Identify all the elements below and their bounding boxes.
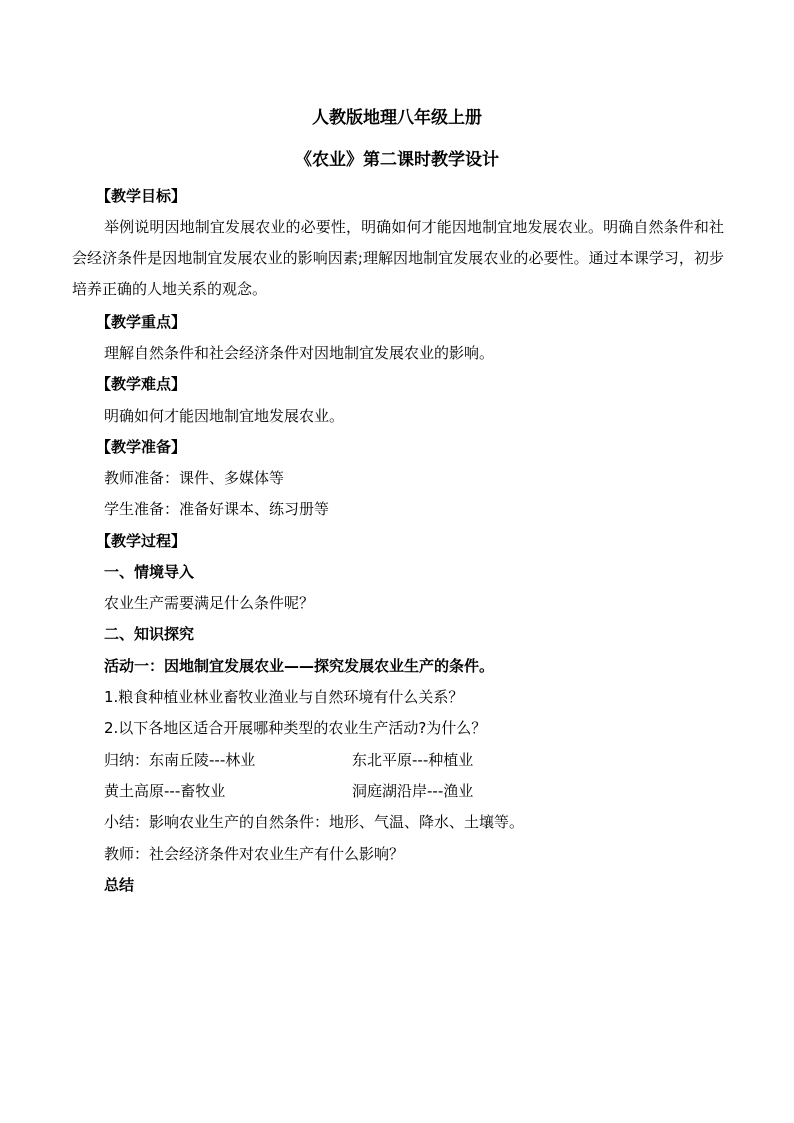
question-1: 1.粮食种植业林业畜牧业渔业与自然环境有什么关系？ — [104, 688, 464, 706]
key-points-text: 理解自然条件和社会经济条件对因地制宜发展农业的影响。 — [104, 344, 495, 362]
process-heading: 【教学过程】 — [96, 532, 187, 550]
conclusion-text: 小结：影响农业生产的自然条件：地形、气温、降水、土壤等。 — [104, 813, 525, 831]
section1-text: 农业生产需要满足什么条件呢？ — [104, 594, 315, 612]
summary-row2-right: 洞庭湖沿岸---渔业 — [352, 782, 474, 800]
question-2: 2.以下各地区适合开展哪种类型的农业生产活动?为什么？ — [104, 719, 487, 737]
goals-text: 举例说明因地制宜发展农业的必要性，明确如何才能因地制宜地发展农业。明确自然条件和社会经济条件是因地制宜发展农业的影响因素;理解因地制宜发展农业的必要性。通过本课学习，初步培养正确的人地关系的观念。 — [72, 218, 724, 298]
final-heading: 总结 — [104, 876, 135, 894]
goals-heading: 【教学目标】 — [96, 187, 187, 205]
activity1-heading: 活动一：因地制宜发展农业——探究发展农业生产的条件。 — [104, 657, 495, 675]
section2-heading: 二、知识探究 — [104, 625, 195, 643]
teacher-question: 教师：社会经济条件对农业生产有什么影响？ — [104, 845, 405, 863]
summary-row1-left: 归纳：东南丘陵---林业 — [104, 751, 256, 769]
difficulty-heading: 【教学难点】 — [96, 375, 187, 393]
summary-row2-left: 黄土高原---畜牧业 — [104, 782, 226, 800]
student-preparation: 学生准备：准备好课本、练习册等 — [104, 500, 330, 518]
section1-heading: 一、情境导入 — [104, 563, 195, 581]
summary-row1-right: 东北平原---种植业 — [352, 751, 474, 769]
teacher-preparation: 教师准备：课件、多媒体等 — [104, 469, 285, 487]
difficulty-text: 明确如何才能因地制宜地发展农业。 — [104, 407, 345, 425]
preparation-heading: 【教学准备】 — [96, 438, 187, 456]
document-title: 人教版地理八年级上册 — [312, 108, 482, 128]
key-points-heading: 【教学重点】 — [96, 313, 187, 331]
document-subtitle: 《农业》第二课时教学设计 — [295, 150, 499, 170]
